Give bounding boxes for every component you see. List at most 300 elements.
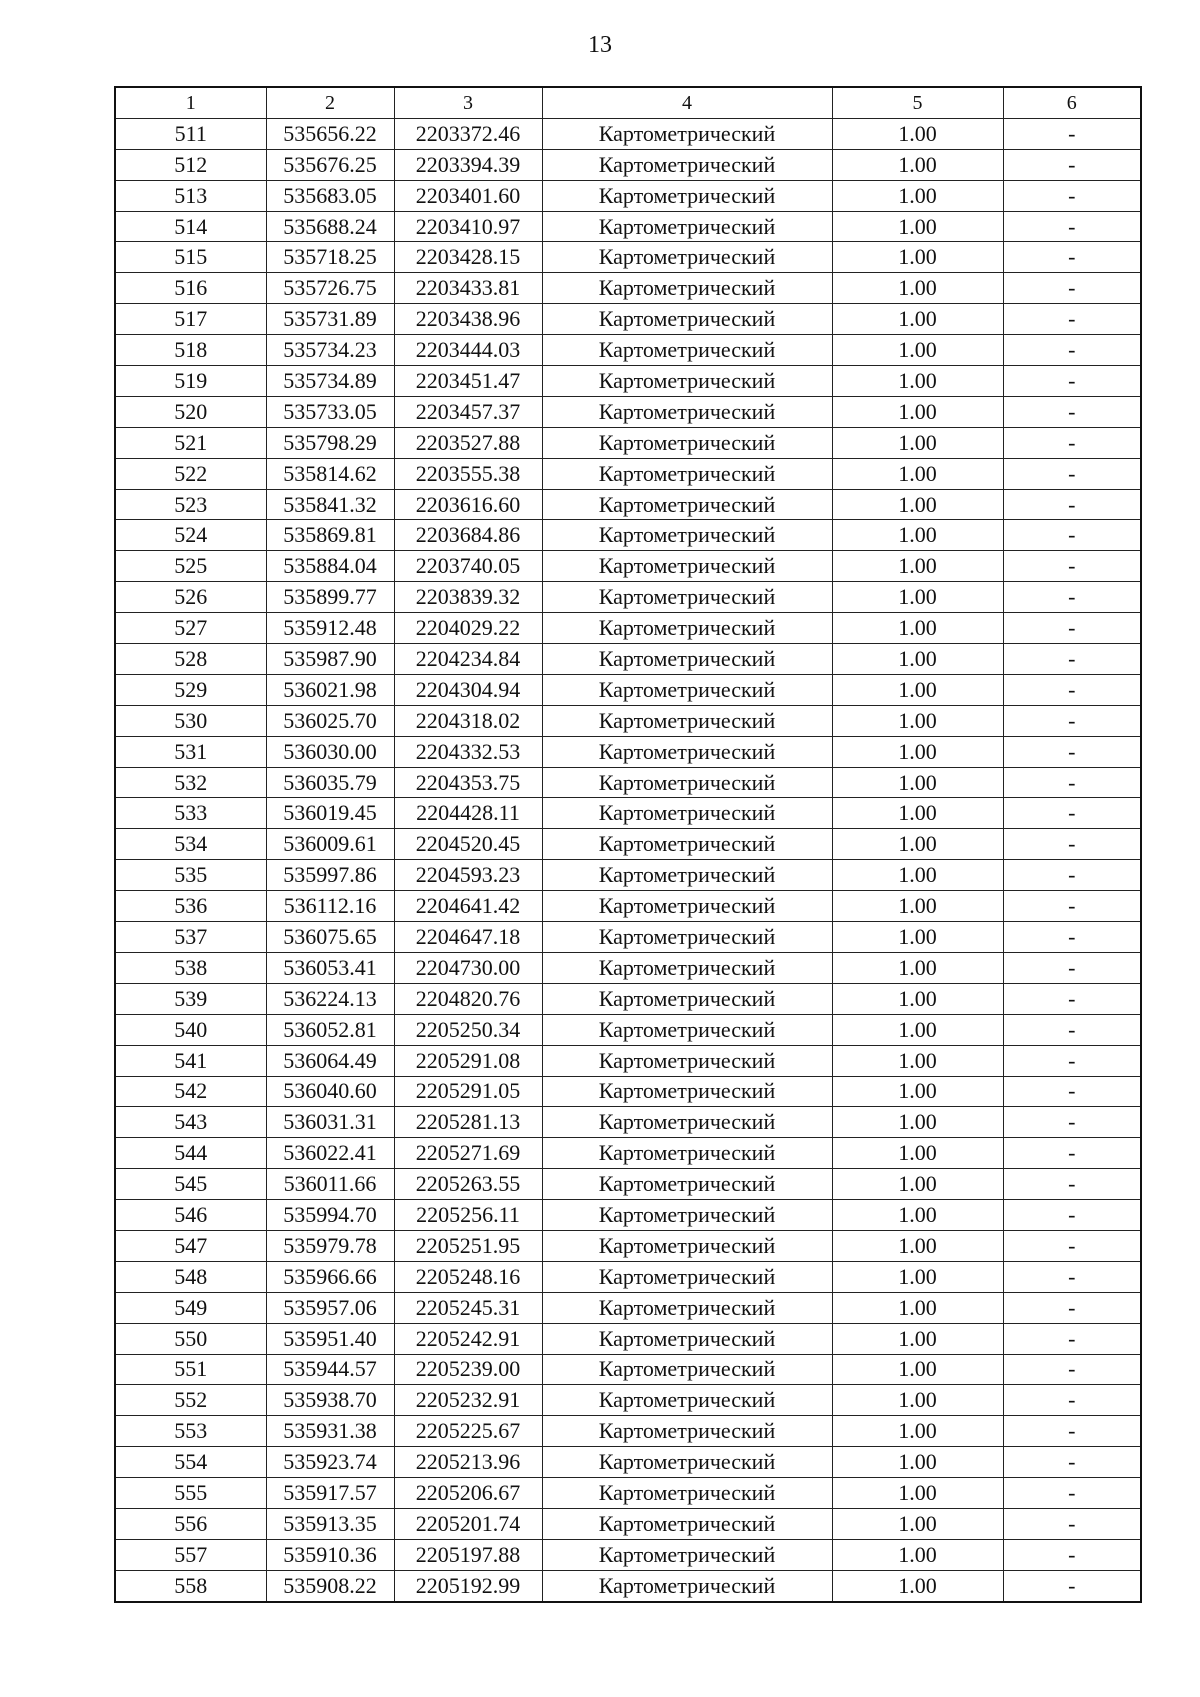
accuracy-cell: 1.00 — [832, 180, 1003, 211]
table-row — [115, 242, 1141, 273]
point-number-cell: 518 — [115, 335, 266, 366]
point-number-cell: 513 — [115, 180, 266, 211]
note-cell: - — [1003, 304, 1141, 335]
table-row — [115, 1261, 1141, 1292]
accuracy-cell: 1.00 — [832, 1416, 1003, 1447]
note-cell: - — [1003, 860, 1141, 891]
y-coordinate-cell: 2204304.94 — [394, 674, 542, 705]
method-cell: Картометрический — [542, 1385, 832, 1416]
accuracy-cell: 1.00 — [832, 366, 1003, 397]
point-number-cell: 557 — [115, 1539, 266, 1570]
note-cell: - — [1003, 1447, 1141, 1478]
accuracy-cell: 1.00 — [832, 1292, 1003, 1323]
note-cell: - — [1003, 1261, 1141, 1292]
point-number-cell: 526 — [115, 582, 266, 613]
accuracy-cell: 1.00 — [832, 304, 1003, 335]
method-cell: Картометрический — [542, 705, 832, 736]
note-cell: - — [1003, 551, 1141, 582]
x-coordinate-cell: 535688.24 — [266, 211, 394, 242]
note-cell: - — [1003, 891, 1141, 922]
table-row — [115, 582, 1141, 613]
method-cell: Картометрический — [542, 767, 832, 798]
accuracy-cell: 1.00 — [832, 1539, 1003, 1570]
method-cell: Картометрический — [542, 489, 832, 520]
x-coordinate-cell: 536075.65 — [266, 922, 394, 953]
y-coordinate-cell: 2205256.11 — [394, 1200, 542, 1231]
accuracy-cell: 1.00 — [832, 1447, 1003, 1478]
method-cell: Картометрический — [542, 396, 832, 427]
point-number-cell: 530 — [115, 705, 266, 736]
y-coordinate-cell: 2205192.99 — [394, 1570, 542, 1601]
note-cell: - — [1003, 829, 1141, 860]
accuracy-cell: 1.00 — [832, 1138, 1003, 1169]
accuracy-cell: 1.00 — [832, 952, 1003, 983]
header-cell-6: 6 — [1003, 87, 1141, 118]
x-coordinate-cell: 535733.05 — [266, 396, 394, 427]
x-coordinate-cell: 535676.25 — [266, 149, 394, 180]
y-coordinate-cell: 2203438.96 — [394, 304, 542, 335]
note-cell: - — [1003, 798, 1141, 829]
point-number-cell: 544 — [115, 1138, 266, 1169]
x-coordinate-cell: 535798.29 — [266, 427, 394, 458]
point-number-cell: 521 — [115, 427, 266, 458]
header-row — [115, 87, 1141, 118]
note-cell: - — [1003, 1076, 1141, 1107]
point-number-cell: 547 — [115, 1230, 266, 1261]
x-coordinate-cell: 535997.86 — [266, 860, 394, 891]
header-cell-3: 3 — [394, 87, 542, 118]
x-coordinate-cell: 536022.41 — [266, 1138, 394, 1169]
y-coordinate-cell: 2205250.34 — [394, 1014, 542, 1045]
y-coordinate-cell: 2203555.38 — [394, 458, 542, 489]
y-coordinate-cell: 2205251.95 — [394, 1230, 542, 1261]
table-row — [115, 273, 1141, 304]
accuracy-cell: 1.00 — [832, 1107, 1003, 1138]
method-cell: Картометрический — [542, 1138, 832, 1169]
y-coordinate-cell: 2203616.60 — [394, 489, 542, 520]
header-cell-2: 2 — [266, 87, 394, 118]
x-coordinate-cell: 536009.61 — [266, 829, 394, 860]
point-number-cell: 516 — [115, 273, 266, 304]
point-number-cell: 556 — [115, 1508, 266, 1539]
x-coordinate-cell: 535910.36 — [266, 1539, 394, 1570]
x-coordinate-cell: 536031.31 — [266, 1107, 394, 1138]
point-number-cell: 524 — [115, 520, 266, 551]
x-coordinate-cell: 535979.78 — [266, 1230, 394, 1261]
point-number-cell: 519 — [115, 366, 266, 397]
table-row — [115, 1354, 1141, 1385]
y-coordinate-cell: 2205197.88 — [394, 1539, 542, 1570]
method-cell: Картометрический — [542, 1478, 832, 1509]
method-cell: Картометрический — [542, 736, 832, 767]
x-coordinate-cell: 535884.04 — [266, 551, 394, 582]
y-coordinate-cell: 2204593.23 — [394, 860, 542, 891]
table-row — [115, 1230, 1141, 1261]
point-number-cell: 550 — [115, 1323, 266, 1354]
x-coordinate-cell: 535994.70 — [266, 1200, 394, 1231]
accuracy-cell: 1.00 — [832, 983, 1003, 1014]
y-coordinate-cell: 2205271.69 — [394, 1138, 542, 1169]
accuracy-cell: 1.00 — [832, 891, 1003, 922]
table-row — [115, 891, 1141, 922]
note-cell: - — [1003, 922, 1141, 953]
x-coordinate-cell: 535957.06 — [266, 1292, 394, 1323]
table-row — [115, 1478, 1141, 1509]
x-coordinate-cell: 535913.35 — [266, 1508, 394, 1539]
y-coordinate-cell: 2203839.32 — [394, 582, 542, 613]
point-number-cell: 528 — [115, 644, 266, 675]
note-cell: - — [1003, 1045, 1141, 1076]
table-row — [115, 1447, 1141, 1478]
x-coordinate-cell: 536112.16 — [266, 891, 394, 922]
x-coordinate-cell: 535683.05 — [266, 180, 394, 211]
method-cell: Картометрический — [542, 1014, 832, 1045]
accuracy-cell: 1.00 — [832, 149, 1003, 180]
point-number-cell: 517 — [115, 304, 266, 335]
x-coordinate-cell: 536040.60 — [266, 1076, 394, 1107]
method-cell: Картометрический — [542, 613, 832, 644]
accuracy-cell: 1.00 — [832, 273, 1003, 304]
accuracy-cell: 1.00 — [832, 582, 1003, 613]
x-coordinate-cell: 535814.62 — [266, 458, 394, 489]
method-cell: Картометрический — [542, 273, 832, 304]
note-cell: - — [1003, 952, 1141, 983]
x-coordinate-cell: 536035.79 — [266, 767, 394, 798]
method-cell: Картометрический — [542, 1416, 832, 1447]
note-cell: - — [1003, 366, 1141, 397]
accuracy-cell: 1.00 — [832, 922, 1003, 953]
accuracy-cell: 1.00 — [832, 1230, 1003, 1261]
y-coordinate-cell: 2204820.76 — [394, 983, 542, 1014]
note-cell: - — [1003, 1508, 1141, 1539]
x-coordinate-cell: 535944.57 — [266, 1354, 394, 1385]
accuracy-cell: 1.00 — [832, 798, 1003, 829]
x-coordinate-cell: 535908.22 — [266, 1570, 394, 1601]
accuracy-cell: 1.00 — [832, 644, 1003, 675]
y-coordinate-cell: 2204318.02 — [394, 705, 542, 736]
x-coordinate-cell: 535912.48 — [266, 613, 394, 644]
y-coordinate-cell: 2204520.45 — [394, 829, 542, 860]
table-row — [115, 1416, 1141, 1447]
x-coordinate-cell: 535899.77 — [266, 582, 394, 613]
table-row — [115, 1076, 1141, 1107]
accuracy-cell: 1.00 — [832, 1169, 1003, 1200]
point-number-cell: 529 — [115, 674, 266, 705]
note-cell: - — [1003, 520, 1141, 551]
point-number-cell: 527 — [115, 613, 266, 644]
accuracy-cell: 1.00 — [832, 458, 1003, 489]
accuracy-cell: 1.00 — [832, 1014, 1003, 1045]
y-coordinate-cell: 2205201.74 — [394, 1508, 542, 1539]
y-coordinate-cell: 2204029.22 — [394, 613, 542, 644]
accuracy-cell: 1.00 — [832, 767, 1003, 798]
y-coordinate-cell: 2204641.42 — [394, 891, 542, 922]
accuracy-cell: 1.00 — [832, 1354, 1003, 1385]
method-cell: Картометрический — [542, 427, 832, 458]
note-cell: - — [1003, 458, 1141, 489]
header-cell-5: 5 — [832, 87, 1003, 118]
point-number-cell: 554 — [115, 1447, 266, 1478]
method-cell: Картометрический — [542, 118, 832, 149]
table-row — [115, 1014, 1141, 1045]
method-cell: Картометрический — [542, 644, 832, 675]
method-cell: Картометрический — [542, 798, 832, 829]
note-cell: - — [1003, 1539, 1141, 1570]
method-cell: Картометрический — [542, 211, 832, 242]
method-cell: Картометрический — [542, 1261, 832, 1292]
accuracy-cell: 1.00 — [832, 211, 1003, 242]
point-number-cell: 525 — [115, 551, 266, 582]
point-number-cell: 546 — [115, 1200, 266, 1231]
x-coordinate-cell: 536030.00 — [266, 736, 394, 767]
note-cell: - — [1003, 1200, 1141, 1231]
point-number-cell: 541 — [115, 1045, 266, 1076]
y-coordinate-cell: 2205291.08 — [394, 1045, 542, 1076]
note-cell: - — [1003, 118, 1141, 149]
note-cell: - — [1003, 582, 1141, 613]
x-coordinate-cell: 535718.25 — [266, 242, 394, 273]
table-row — [115, 952, 1141, 983]
table-row — [115, 520, 1141, 551]
accuracy-cell: 1.00 — [832, 674, 1003, 705]
x-coordinate-cell: 536052.81 — [266, 1014, 394, 1045]
coordinates-table — [114, 86, 1142, 1603]
x-coordinate-cell: 535923.74 — [266, 1447, 394, 1478]
table-header — [115, 87, 1141, 118]
table-row — [115, 767, 1141, 798]
method-cell: Картометрический — [542, 1076, 832, 1107]
table-row — [115, 829, 1141, 860]
point-number-cell: 540 — [115, 1014, 266, 1045]
table-row — [115, 366, 1141, 397]
x-coordinate-cell: 535734.23 — [266, 335, 394, 366]
point-number-cell: 515 — [115, 242, 266, 273]
y-coordinate-cell: 2205206.67 — [394, 1478, 542, 1509]
x-coordinate-cell: 535841.32 — [266, 489, 394, 520]
note-cell: - — [1003, 1323, 1141, 1354]
note-cell: - — [1003, 674, 1141, 705]
point-number-cell: 537 — [115, 922, 266, 953]
table-row — [115, 860, 1141, 891]
note-cell: - — [1003, 644, 1141, 675]
y-coordinate-cell: 2205232.91 — [394, 1385, 542, 1416]
y-coordinate-cell: 2205263.55 — [394, 1169, 542, 1200]
table-row — [115, 1323, 1141, 1354]
y-coordinate-cell: 2203401.60 — [394, 180, 542, 211]
note-cell: - — [1003, 705, 1141, 736]
note-cell: - — [1003, 736, 1141, 767]
method-cell: Картометрический — [542, 1200, 832, 1231]
y-coordinate-cell: 2205291.05 — [394, 1076, 542, 1107]
accuracy-cell: 1.00 — [832, 736, 1003, 767]
method-cell: Картометрический — [542, 922, 832, 953]
method-cell: Картометрический — [542, 1169, 832, 1200]
note-cell: - — [1003, 149, 1141, 180]
y-coordinate-cell: 2203372.46 — [394, 118, 542, 149]
point-number-cell: 522 — [115, 458, 266, 489]
table-row — [115, 118, 1141, 149]
y-coordinate-cell: 2204730.00 — [394, 952, 542, 983]
accuracy-cell: 1.00 — [832, 551, 1003, 582]
x-coordinate-cell: 536053.41 — [266, 952, 394, 983]
table-row — [115, 489, 1141, 520]
x-coordinate-cell: 536224.13 — [266, 983, 394, 1014]
point-number-cell: 555 — [115, 1478, 266, 1509]
method-cell: Картометрический — [542, 1508, 832, 1539]
table-row — [115, 396, 1141, 427]
table-row — [115, 1045, 1141, 1076]
table-row — [115, 211, 1141, 242]
point-number-cell: 538 — [115, 952, 266, 983]
note-cell: - — [1003, 1292, 1141, 1323]
point-number-cell: 551 — [115, 1354, 266, 1385]
table-row — [115, 1508, 1141, 1539]
y-coordinate-cell: 2203527.88 — [394, 427, 542, 458]
y-coordinate-cell: 2205248.16 — [394, 1261, 542, 1292]
x-coordinate-cell: 535917.57 — [266, 1478, 394, 1509]
table-row — [115, 1138, 1141, 1169]
point-number-cell: 542 — [115, 1076, 266, 1107]
table-row — [115, 613, 1141, 644]
method-cell: Картометрический — [542, 1447, 832, 1478]
accuracy-cell: 1.00 — [832, 1570, 1003, 1601]
table-row — [115, 551, 1141, 582]
point-number-cell: 512 — [115, 149, 266, 180]
accuracy-cell: 1.00 — [832, 1508, 1003, 1539]
table-row — [115, 983, 1141, 1014]
table-row — [115, 1169, 1141, 1200]
y-coordinate-cell: 2203410.97 — [394, 211, 542, 242]
table-row — [115, 736, 1141, 767]
table-row — [115, 1200, 1141, 1231]
method-cell: Картометрический — [542, 860, 832, 891]
note-cell: - — [1003, 427, 1141, 458]
note-cell: - — [1003, 396, 1141, 427]
y-coordinate-cell: 2204332.53 — [394, 736, 542, 767]
note-cell: - — [1003, 767, 1141, 798]
table-row — [115, 304, 1141, 335]
accuracy-cell: 1.00 — [832, 1076, 1003, 1107]
point-number-cell: 545 — [115, 1169, 266, 1200]
method-cell: Картометрический — [542, 520, 832, 551]
method-cell: Картометрический — [542, 1539, 832, 1570]
point-number-cell: 536 — [115, 891, 266, 922]
point-number-cell: 535 — [115, 860, 266, 891]
header-cell-4: 4 — [542, 87, 832, 118]
note-cell: - — [1003, 983, 1141, 1014]
accuracy-cell: 1.00 — [832, 1261, 1003, 1292]
accuracy-cell: 1.00 — [832, 335, 1003, 366]
header-cell-1: 1 — [115, 87, 266, 118]
point-number-cell: 532 — [115, 767, 266, 798]
method-cell: Картометрический — [542, 952, 832, 983]
point-number-cell: 539 — [115, 983, 266, 1014]
point-number-cell: 534 — [115, 829, 266, 860]
x-coordinate-cell: 535734.89 — [266, 366, 394, 397]
y-coordinate-cell: 2203457.37 — [394, 396, 542, 427]
method-cell: Картометрический — [542, 1323, 832, 1354]
note-cell: - — [1003, 489, 1141, 520]
y-coordinate-cell: 2203394.39 — [394, 149, 542, 180]
note-cell: - — [1003, 242, 1141, 273]
y-coordinate-cell: 2205281.13 — [394, 1107, 542, 1138]
y-coordinate-cell: 2203433.81 — [394, 273, 542, 304]
accuracy-cell: 1.00 — [832, 520, 1003, 551]
point-number-cell: 553 — [115, 1416, 266, 1447]
table-row — [115, 1539, 1141, 1570]
accuracy-cell: 1.00 — [832, 829, 1003, 860]
y-coordinate-cell: 2205213.96 — [394, 1447, 542, 1478]
accuracy-cell: 1.00 — [832, 118, 1003, 149]
x-coordinate-cell: 536025.70 — [266, 705, 394, 736]
y-coordinate-cell: 2204234.84 — [394, 644, 542, 675]
note-cell: - — [1003, 1169, 1141, 1200]
page-number: 13 — [588, 32, 612, 58]
x-coordinate-cell: 535656.22 — [266, 118, 394, 149]
x-coordinate-cell: 536011.66 — [266, 1169, 394, 1200]
y-coordinate-cell: 2203684.86 — [394, 520, 542, 551]
accuracy-cell: 1.00 — [832, 396, 1003, 427]
table-row — [115, 644, 1141, 675]
x-coordinate-cell: 535931.38 — [266, 1416, 394, 1447]
accuracy-cell: 1.00 — [832, 860, 1003, 891]
method-cell: Картометрический — [542, 335, 832, 366]
accuracy-cell: 1.00 — [832, 242, 1003, 273]
note-cell: - — [1003, 613, 1141, 644]
note-cell: - — [1003, 1014, 1141, 1045]
accuracy-cell: 1.00 — [832, 1045, 1003, 1076]
method-cell: Картометрический — [542, 366, 832, 397]
accuracy-cell: 1.00 — [832, 427, 1003, 458]
note-cell: - — [1003, 1416, 1141, 1447]
accuracy-cell: 1.00 — [832, 489, 1003, 520]
y-coordinate-cell: 2205225.67 — [394, 1416, 542, 1447]
method-cell: Картометрический — [542, 1107, 832, 1138]
accuracy-cell: 1.00 — [832, 613, 1003, 644]
note-cell: - — [1003, 1385, 1141, 1416]
x-coordinate-cell: 536064.49 — [266, 1045, 394, 1076]
table-row — [115, 180, 1141, 211]
table-body — [115, 118, 1141, 1601]
y-coordinate-cell: 2203740.05 — [394, 551, 542, 582]
x-coordinate-cell: 535951.40 — [266, 1323, 394, 1354]
table-row — [115, 674, 1141, 705]
note-cell: - — [1003, 1107, 1141, 1138]
method-cell: Картометрический — [542, 1354, 832, 1385]
note-cell: - — [1003, 1478, 1141, 1509]
x-coordinate-cell: 535987.90 — [266, 644, 394, 675]
point-number-cell: 552 — [115, 1385, 266, 1416]
point-number-cell: 523 — [115, 489, 266, 520]
method-cell: Картометрический — [542, 180, 832, 211]
y-coordinate-cell: 2205242.91 — [394, 1323, 542, 1354]
table-row — [115, 335, 1141, 366]
point-number-cell: 531 — [115, 736, 266, 767]
accuracy-cell: 1.00 — [832, 1478, 1003, 1509]
table-row — [115, 427, 1141, 458]
method-cell: Картометрический — [542, 1045, 832, 1076]
x-coordinate-cell: 535869.81 — [266, 520, 394, 551]
table-row — [115, 1107, 1141, 1138]
y-coordinate-cell: 2205239.00 — [394, 1354, 542, 1385]
y-coordinate-cell: 2204428.11 — [394, 798, 542, 829]
method-cell: Картометрический — [542, 1230, 832, 1261]
y-coordinate-cell: 2204647.18 — [394, 922, 542, 953]
note-cell: - — [1003, 1570, 1141, 1601]
table-row — [115, 1570, 1141, 1601]
x-coordinate-cell: 536021.98 — [266, 674, 394, 705]
accuracy-cell: 1.00 — [832, 1385, 1003, 1416]
